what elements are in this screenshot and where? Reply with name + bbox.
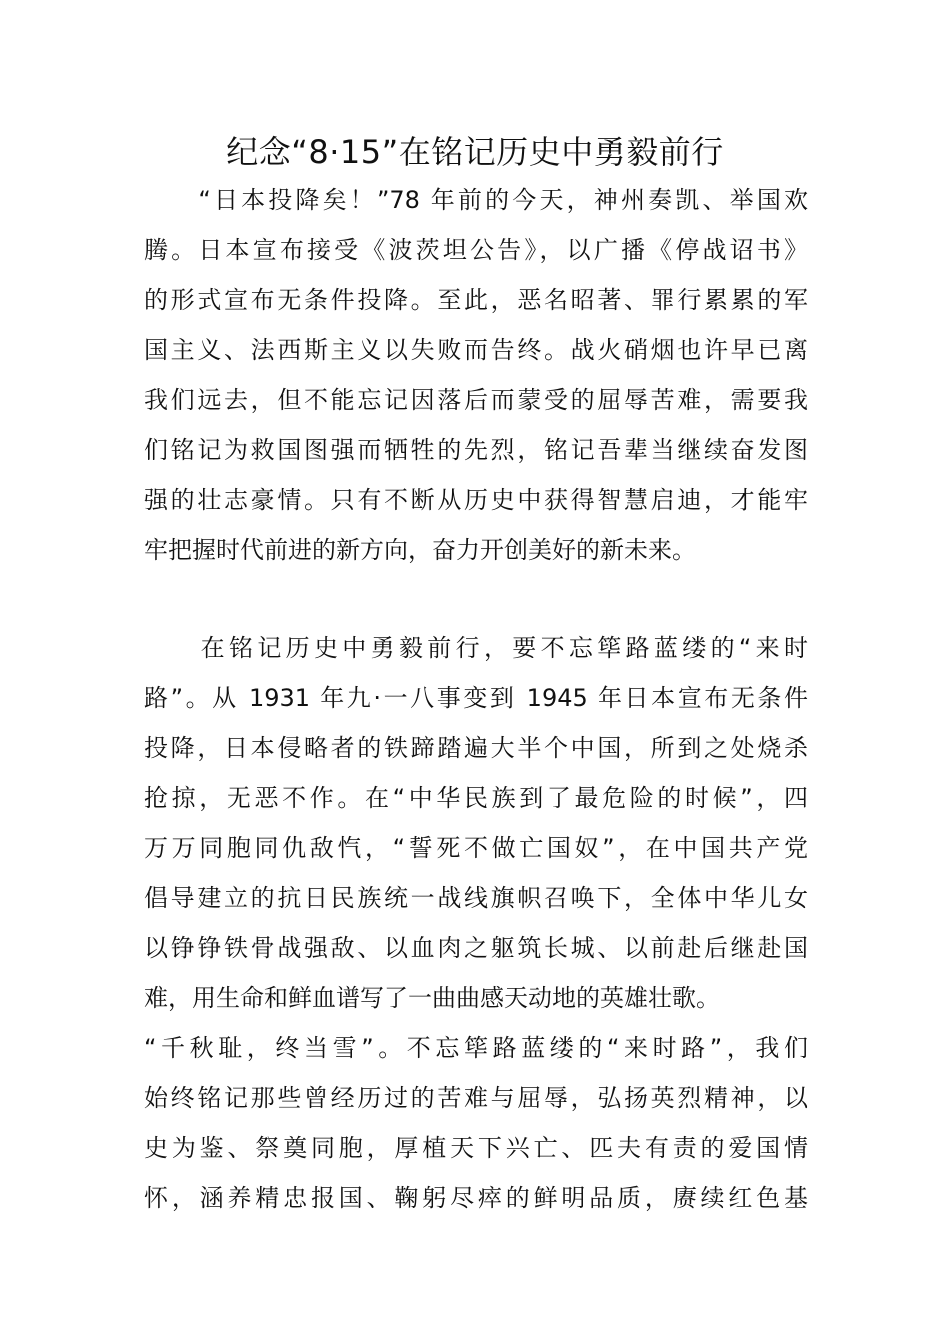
text-line: 投降，日本侵略者的铁蹄踏遍大半个中国，所到之处烧杀 <box>144 734 808 762</box>
text-line: “千秋耻，终当雪”。不忘筚路蓝缕的“来时路”，我们 <box>144 1034 808 1062</box>
text-line: 抢掠，无恶不作。在“中华民族到了最危险的时候”，四 <box>144 784 808 812</box>
text-line: 国主义、法西斯主义以失败而告终。战火硝烟也许早已离 <box>144 336 808 364</box>
document-title: 纪念“8·15”在铭记历史中勇毅前行 <box>226 133 724 171</box>
text-line: 路”。从 1931 年九·一八事变到 1945 年日本宣布无条件 <box>144 684 808 712</box>
text-line: 在铭记历史中勇毅前行，要不忘筚路蓝缕的“来时 <box>144 634 808 662</box>
text-line: 怀，涵养精忠报国、鞠躬尽瘁的鲜明品质，赓续红色基 <box>144 1184 808 1212</box>
text-line: 史为鉴、祭奠同胞，厚植天下兴亡、匹夫有责的爱国情 <box>144 1134 808 1162</box>
text-line: 倡导建立的抗日民族统一战线旗帜召唤下，全体中华儿女 <box>144 884 808 912</box>
text-line: 始终铭记那些曾经历过的苦难与屈辱，弘扬英烈精神，以 <box>144 1084 808 1112</box>
text-line: 强的壮志豪情。只有不断从历史中获得智慧启迪，才能牢 <box>144 486 808 514</box>
text-line: 的形式宣布无条件投降。至此，恶名昭著、罪行累累的军 <box>144 286 808 314</box>
text-line: 难，用生命和鲜血谱写了一曲曲感天动地的英雄壮歌。 <box>144 984 720 1012</box>
text-line: “日本投降矣！”78 年前的今天，神州奏凯、举国欢 <box>144 186 808 214</box>
text-line: 牢把握时代前进的新方向，奋力开创美好的新未来。 <box>144 536 696 564</box>
text-line: 们铭记为救国图强而牺牲的先烈，铭记吾辈当继续奋发图 <box>144 436 808 464</box>
text-line: 万万同胞同仇敌忾，“誓死不做亡国奴”，在中国共产党 <box>144 834 808 862</box>
text-line: 腾。日本宣布接受《波茨坦公告》，以广播《停战诏书》 <box>144 236 808 264</box>
text-line: 我们远去，但不能忘记因落后而蒙受的屈辱苦难，需要我 <box>144 386 808 414</box>
text-line: 以铮铮铁骨战强敌、以血肉之躯筑长城、以前赴后继赴国 <box>144 934 808 962</box>
